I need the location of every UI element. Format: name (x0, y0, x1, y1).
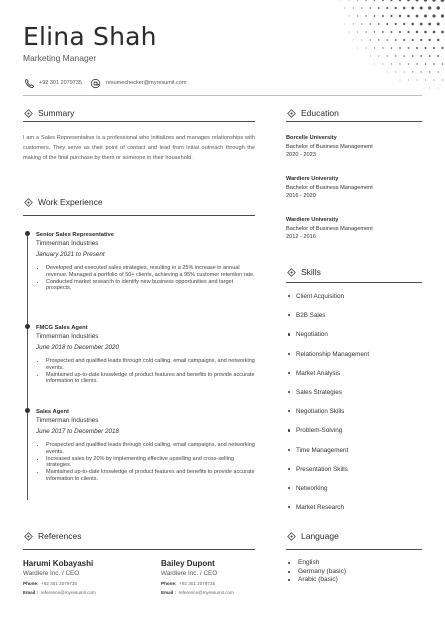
skill-item: Sales Strategies (288, 389, 428, 408)
diamond-icon (23, 197, 33, 207)
reference-entry (23, 559, 143, 595)
work-rule (23, 215, 255, 216)
pattern-dot (378, 55, 379, 56)
education-years: 2020 - 2023 (286, 152, 316, 158)
language-list (298, 559, 346, 585)
education-rule (286, 121, 422, 122)
pattern-dot (395, 55, 396, 56)
pattern-dot (370, 56, 371, 57)
education-entry (286, 175, 426, 201)
email-icon (90, 77, 102, 89)
pattern-dot (420, 39, 422, 41)
phone-icon (23, 77, 35, 89)
work-heading (23, 197, 103, 207)
language-item: • Arabic (basic) (298, 576, 346, 585)
education-degree: Bachelor of Business Management (286, 184, 373, 191)
language-heading (286, 531, 339, 541)
skill-item: Market Analysis (288, 370, 428, 389)
education-school: Borcelle University (286, 135, 337, 141)
pattern-dot (378, 23, 380, 25)
pattern-dot (429, 39, 431, 41)
pattern-dot (407, 15, 410, 18)
pattern-dot (400, 80, 401, 81)
pattern-dot (424, 31, 427, 34)
pattern-dot (437, 55, 439, 57)
job-entry (36, 232, 258, 292)
pattern-dot (433, 47, 435, 49)
pattern-dot (382, 31, 384, 33)
skills-list (288, 293, 428, 523)
summary-text: I am a Sales Representative is a professional who initializes and manages relationships with customers. They serve as their point of contact and lead from initial outreach through the making of the final purchase by them or someone in their household. (23, 135, 255, 161)
skill-item: Relationship Management (288, 351, 428, 370)
education-degree: Bachelor of Business Management (286, 143, 373, 150)
skills-heading (286, 267, 321, 277)
job-bullet: • Conducted market research to identify new business opportunities and target prospects. (46, 279, 258, 293)
pattern-dot (412, 39, 414, 41)
references-heading (23, 531, 81, 541)
job-company: Timmerman Industries (36, 333, 99, 340)
pattern-dot (424, 15, 427, 18)
pattern-dot (374, 0, 376, 1)
pattern-dot (349, 16, 350, 17)
education-school: Wardiere University (286, 217, 339, 223)
pattern-dot (370, 39, 371, 40)
pattern-dot (437, 39, 439, 41)
pattern-dot (395, 39, 397, 41)
education-years: 2012 - 2016 (286, 234, 316, 240)
pattern-dot (433, 63, 435, 65)
reference-phone-value: +92 301 2079735 (179, 581, 216, 586)
skills-heading-label: Skills (301, 267, 321, 277)
pattern-dot (404, 71, 405, 72)
pattern-dot (344, 24, 345, 25)
pattern-dot (365, 31, 366, 32)
education-heading-label: Education (301, 108, 339, 118)
pattern-dot (365, 0, 367, 1)
diamond-icon (23, 108, 33, 118)
pattern-dot (421, 71, 422, 72)
job-entry (36, 325, 258, 385)
pattern-dot (416, 15, 419, 18)
pattern-dot (420, 23, 423, 26)
pattern-dot (382, 15, 384, 17)
pattern-dot (441, 0, 445, 2)
education-heading (286, 108, 339, 118)
reference-email-value[interactable]: reference@myresumit.com (178, 590, 234, 595)
job-bullet: • Increased sales by 20% by implementing effective upselling and cross-selling strategies. (46, 456, 258, 470)
pattern-dot (425, 80, 426, 81)
pattern-dot (374, 15, 376, 17)
pattern-dot (391, 47, 393, 49)
language-heading-label: Language (301, 531, 339, 541)
reference-phone (23, 581, 143, 586)
pattern-dot (357, 0, 358, 1)
pattern-dot (416, 47, 418, 49)
pattern-dot (353, 40, 354, 41)
pattern-dot (374, 64, 375, 65)
pattern-dot (429, 71, 430, 72)
reference-role: Wardiere Inc. / CEO (23, 570, 80, 577)
job-bullet: • Prospected and qualified leads through cold calling, email campaigns, and networking events. (46, 358, 258, 372)
skill-item: Networking (288, 485, 428, 504)
pattern-dot (403, 23, 405, 25)
email-label: Email : (23, 590, 39, 595)
decorative-dot-pattern (315, 0, 445, 110)
pattern-dot (428, 6, 431, 9)
pattern-dot (387, 55, 388, 56)
skill-item: Negotiation Skills (288, 408, 428, 427)
pattern-dot (442, 63, 444, 65)
pattern-dot (403, 39, 405, 41)
pattern-dot (420, 6, 423, 9)
pattern-dot (432, 14, 435, 17)
work-heading-label: Work Experience (38, 197, 103, 207)
diamond-icon (23, 531, 33, 541)
pattern-dot (416, 31, 418, 33)
work-timeline (27, 232, 28, 500)
summary-rule (23, 121, 255, 122)
pattern-dot (357, 15, 358, 16)
pattern-dot (369, 7, 371, 9)
email-label: Email : (161, 590, 177, 595)
pattern-dot (353, 24, 354, 25)
diamond-icon (286, 531, 296, 541)
pattern-dot (386, 23, 388, 25)
pattern-dot (416, 63, 417, 64)
diamond-icon (286, 108, 296, 118)
pattern-dot (408, 80, 409, 81)
reference-name: Harumi Kobayashi (23, 559, 94, 568)
reference-email (23, 590, 143, 595)
pattern-dot (386, 7, 388, 9)
pattern-dot (357, 48, 358, 49)
summary-heading (23, 108, 74, 118)
skill-item: Problem-Solving (288, 427, 428, 446)
job-bullet: • Maintained up-to-date knowledge of product features and benefits to provide accurate information to clients. (46, 372, 258, 386)
skill-item: Time Management (288, 447, 428, 466)
job-company: Timmerman Industries (36, 417, 99, 424)
candidate-role: Marketing Manager (23, 53, 97, 63)
language-item: • Germany (basic) (298, 568, 346, 577)
pattern-dot (433, 31, 436, 34)
skill-item: Negotiation (288, 331, 428, 350)
language-rule (286, 549, 422, 550)
pattern-dot (378, 39, 379, 40)
pattern-dot (395, 72, 396, 73)
education-degree: Bachelor of Business Management (286, 225, 373, 232)
pattern-dot (395, 7, 397, 9)
pattern-dot (390, 0, 392, 1)
job-dates: January 2021 to Present (36, 251, 105, 258)
pattern-dot (361, 23, 362, 24)
education-school: Wardiere University (286, 176, 339, 182)
timeline-dot (25, 324, 30, 329)
phone-label: Phone: (23, 581, 39, 586)
job-bullets (46, 442, 258, 483)
pattern-dot (369, 23, 370, 24)
reference-role: Wardiere Inc. / CEO (161, 570, 218, 577)
pattern-dot (361, 40, 362, 41)
pattern-dot (387, 72, 388, 73)
pattern-dot (382, 47, 383, 48)
pattern-dot (374, 31, 375, 32)
pattern-dot (438, 71, 439, 72)
pattern-dot (353, 7, 354, 8)
pattern-dot (429, 55, 431, 57)
pattern-dot (349, 32, 350, 33)
pattern-dot (361, 7, 362, 8)
references-heading-label: References (38, 531, 82, 541)
skill-item: B2B Sales (288, 312, 428, 331)
summary-heading-label: Summary (38, 108, 75, 118)
job-bullets (46, 358, 258, 385)
pattern-dot (407, 31, 409, 33)
pattern-dot (344, 8, 345, 9)
pattern-dot (441, 47, 443, 49)
job-dates: June 2018 to December 2020 (36, 344, 119, 351)
skill-item: Market Research (288, 504, 428, 523)
pattern-dot (349, 0, 350, 1)
pattern-dot (383, 64, 384, 65)
skill-item: Presentation Skills (288, 466, 428, 485)
pattern-dot (442, 79, 443, 80)
reference-phone-value: +92 301 2079735 (41, 581, 78, 586)
pattern-dot (425, 63, 427, 65)
pattern-dot (399, 15, 401, 17)
pattern-dot (428, 23, 431, 26)
contact-row (23, 77, 194, 89)
timeline-dot (25, 408, 30, 413)
language-item: • English (298, 559, 346, 568)
education-entry (286, 216, 426, 242)
job-title: FMCG Sales Agent (36, 325, 88, 331)
pattern-dot (408, 47, 410, 49)
pattern-dot (416, 0, 419, 1)
pattern-dot (366, 48, 367, 49)
pattern-dot (399, 31, 401, 33)
pattern-dot (378, 7, 380, 9)
reference-name: Bailey Dupont (161, 559, 215, 568)
pattern-dot (424, 47, 426, 49)
job-dates: June 2017 to December 2018 (36, 428, 119, 435)
education-years: 2016 - 2020 (286, 193, 316, 199)
header-divider (23, 95, 422, 96)
pattern-dot (399, 63, 400, 64)
pattern-dot (436, 6, 439, 9)
pattern-dot (441, 14, 444, 17)
job-bullet: • Developed and executed sales strategies, resulting in a 25% increase in annual revenue. Managed a portfolio of 50+ clients, achieving a 95% customer retention rate. (46, 265, 258, 279)
diamond-icon (286, 267, 296, 277)
job-company: Timmerman Industries (36, 240, 99, 247)
pattern-dot (390, 15, 392, 17)
pattern-dot (417, 80, 418, 81)
candidate-name: Elina Shah (23, 22, 157, 51)
pattern-dot (441, 31, 444, 34)
skill-item: Client Acquisition (288, 293, 428, 312)
reference-email-value[interactable]: reference@myresumit.com (40, 590, 96, 595)
pattern-dot (429, 88, 430, 89)
pattern-dot (408, 63, 409, 64)
reference-entry (161, 559, 281, 595)
timeline-dot (25, 231, 30, 236)
pattern-dot (365, 15, 366, 16)
references-rule (23, 549, 255, 550)
pattern-dot (382, 0, 384, 1)
job-title: Sales Agent (36, 409, 69, 415)
pattern-dot (386, 39, 388, 41)
pattern-dot (432, 0, 435, 2)
pattern-dot (412, 71, 413, 72)
pattern-dot (411, 7, 414, 10)
pattern-dot (399, 0, 401, 1)
job-bullet: • Prospected and qualified leads through cold calling, email campaigns, and networking events. (46, 442, 258, 456)
pattern-dot (411, 23, 414, 26)
job-bullets (46, 265, 258, 292)
job-title: Senior Sales Representative (36, 232, 114, 238)
skills-rule (286, 282, 422, 283)
job-bullet: • Maintained up-to-date knowledge of product features and benefits to provide accurate information to clients. (46, 469, 258, 483)
pattern-dot (437, 23, 440, 26)
pattern-dot (391, 31, 393, 33)
pattern-dot (407, 0, 410, 1)
pattern-dot (395, 23, 397, 25)
reference-email (161, 590, 281, 595)
pattern-dot (403, 7, 406, 10)
pattern-dot (391, 63, 392, 64)
pattern-dot (433, 79, 434, 80)
phone-text: +92 301 2079735 (39, 80, 82, 86)
pattern-dot (399, 47, 401, 49)
pattern-dot (424, 0, 427, 2)
pattern-dot (357, 31, 358, 32)
phone-label: Phone: (161, 581, 177, 586)
pattern-dot (420, 55, 422, 57)
reference-phone (161, 581, 281, 586)
pattern-dot (412, 55, 414, 57)
pattern-dot (438, 88, 439, 89)
pattern-dot (374, 47, 375, 48)
pattern-dot (403, 55, 405, 57)
job-entry (36, 409, 258, 483)
email-text[interactable]: resumechecker@myresumit.com (105, 80, 187, 86)
education-entry (286, 134, 426, 160)
